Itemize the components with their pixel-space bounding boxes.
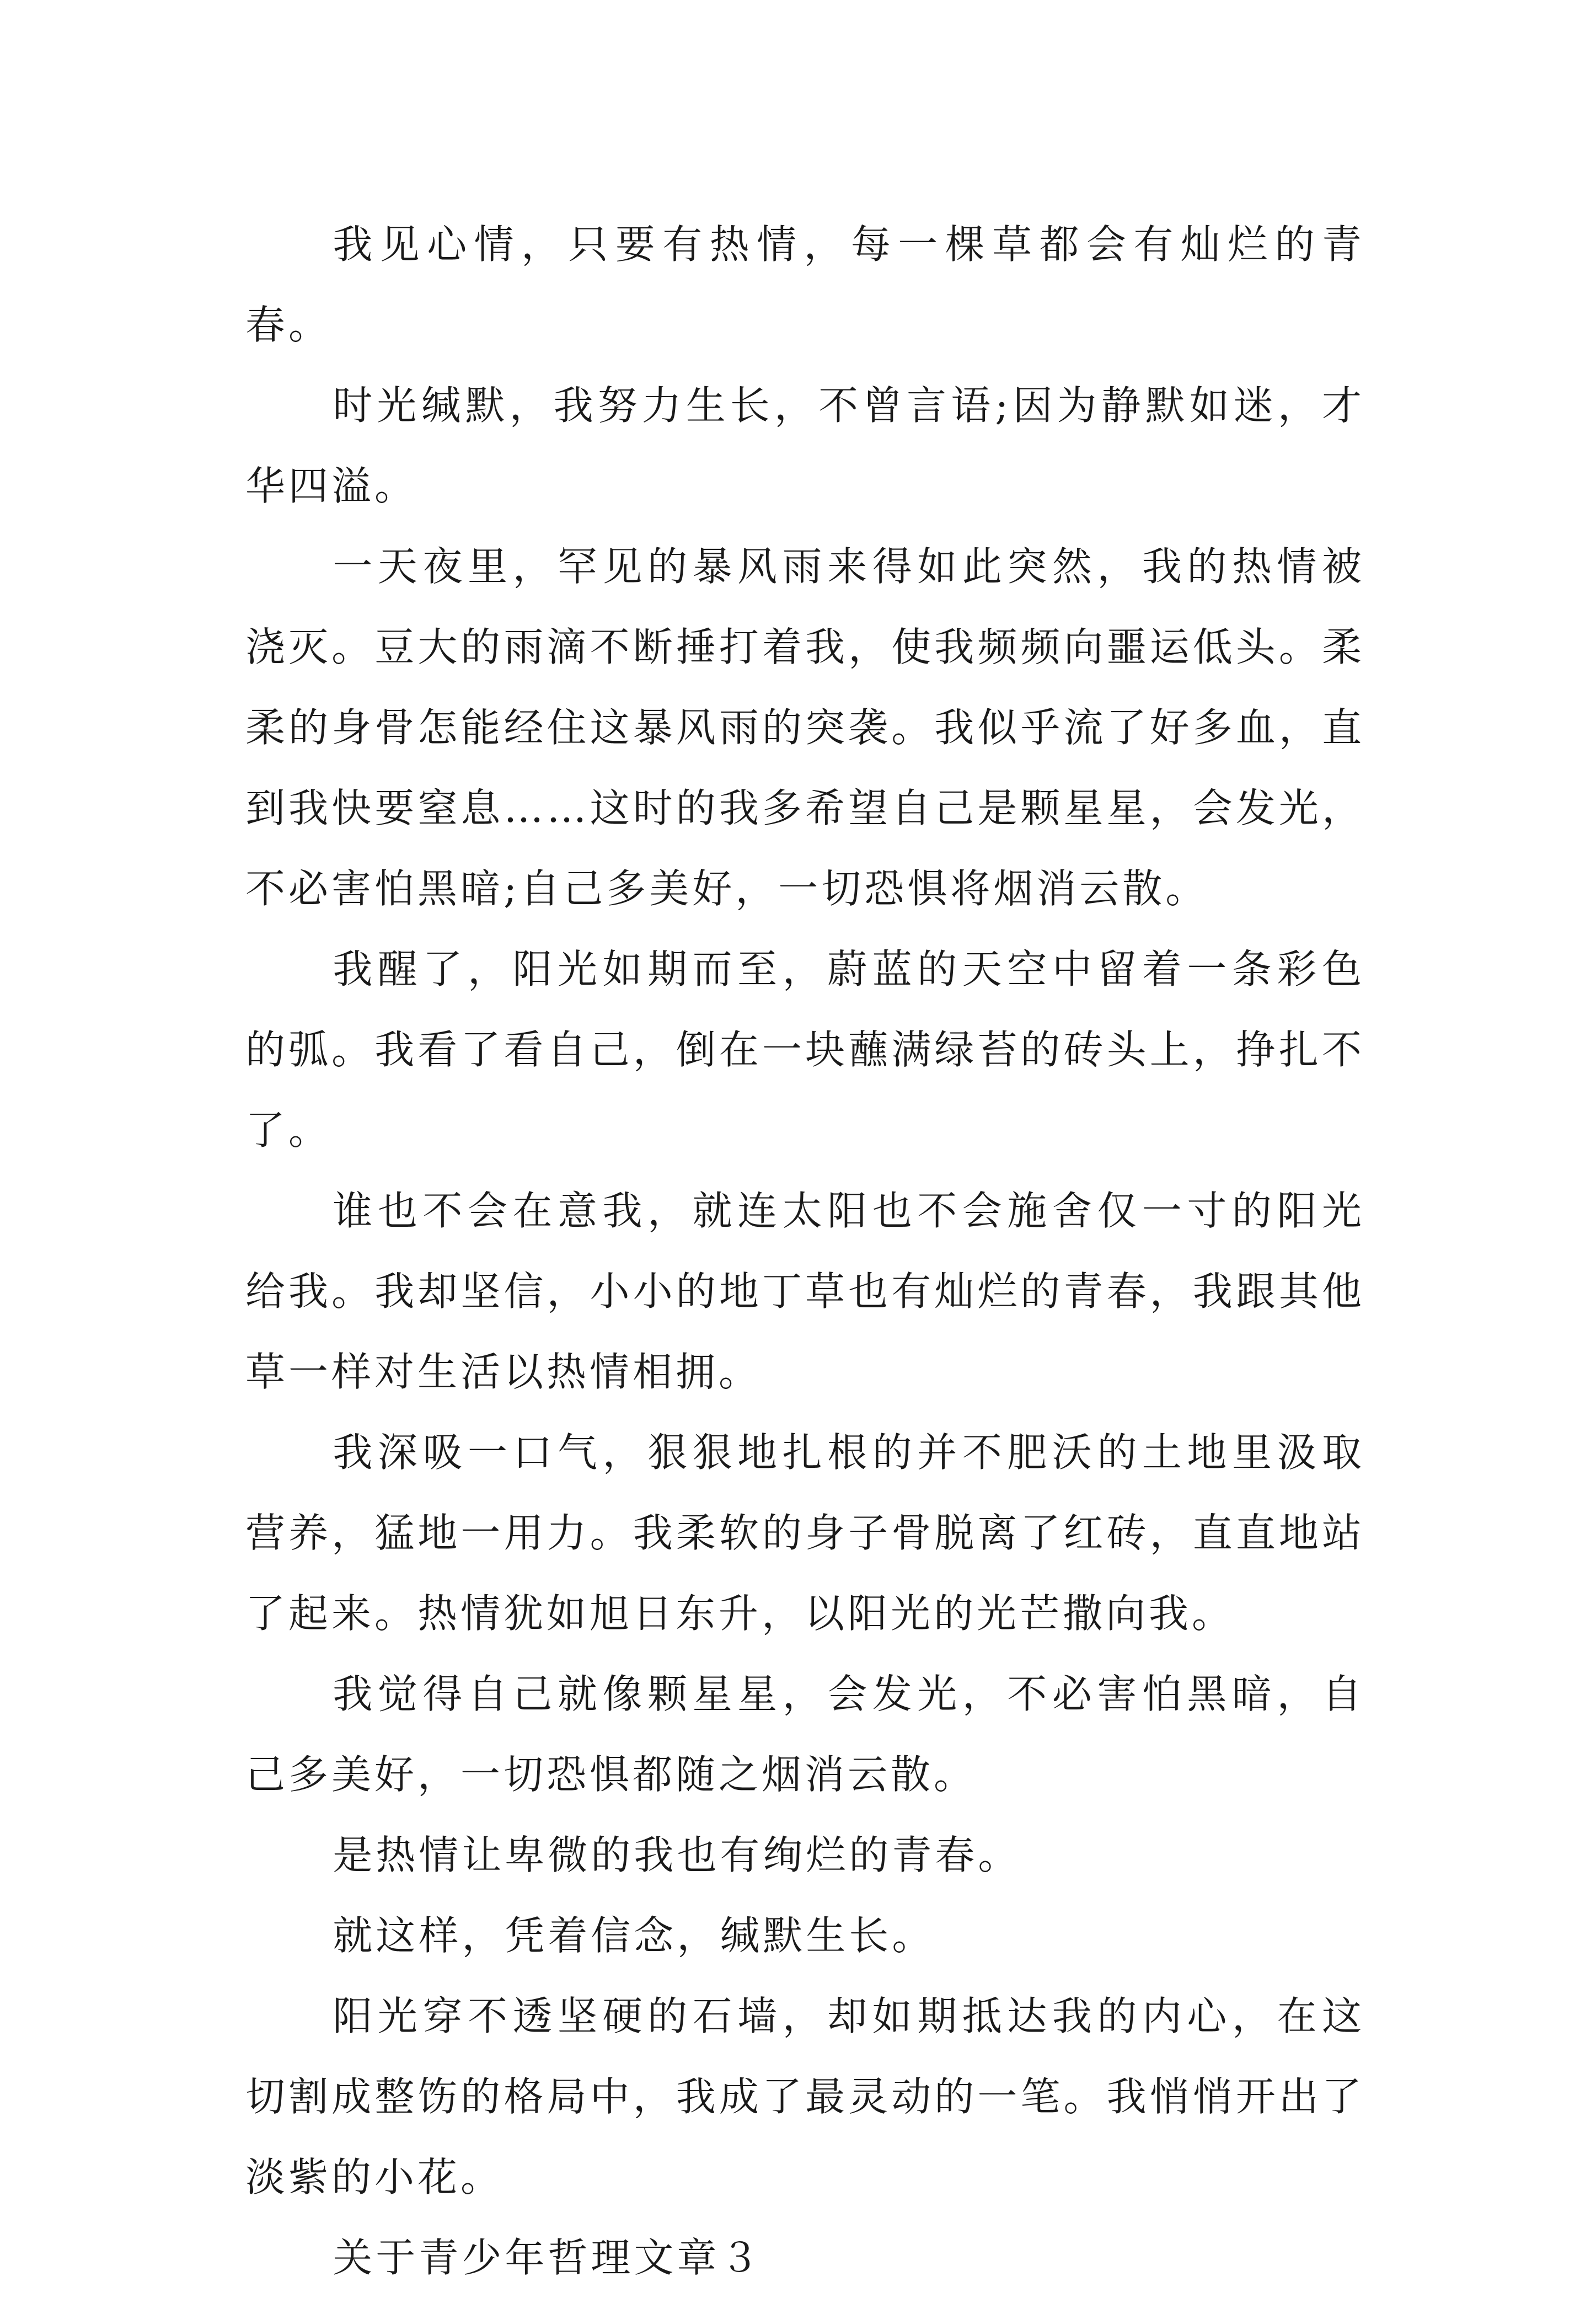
- section-heading: 关于青少年哲理文章３: [333, 2235, 763, 2281]
- paragraph: 阳光穿不透坚硬的石墙，却如期抵达我的内心，在这切割成整饬的格局中，我成了最灵动的一笔。我悄悄开出了淡紫的小花。: [245, 1993, 1365, 2200]
- article-body: [245, 204, 1365, 2298]
- paragraph: 谁也不会在意我，就连太阳也不会施舍仅一寸的阳光给我。我却坚信，小小的地丁草也有灿烂的青春，我跟其他草一样对生活以热情相拥。: [245, 1188, 1365, 1395]
- paragraph: 一天夜里，罕见的暴风雨来得如此突然，我的热情被浇灭。豆大的雨滴不断捶打着我，使我频频向噩运低头。柔柔的身骨怎能经住这暴风雨的突袭。我似乎流了好多血，直到我快要窒息……这时的我多希望自己是颗星星，会发光，不必害怕黑暗;自己多美好，一切恐惧将烟消云散。: [245, 543, 1365, 912]
- paragraph: 我深吸一口气，狠狠地扎根的并不肥沃的土地里汲取营养，猛地一用力。我柔软的身子骨脱离了红砖，直直地站了起来。热情犹如旭日东升，以阳光的光芒撒向我。: [245, 1429, 1365, 1637]
- paragraph: 就这样，凭着信念，缄默生长。: [333, 1912, 935, 1959]
- paragraph: 我醒了，阳光如期而至，蔚蓝的天空中留着一条彩色的弧。我看了看自己，倒在一块蘸满绿苔的砖头上，挣扎不了。: [245, 946, 1365, 1153]
- paragraph: 我觉得自己就像颗星星，会发光，不必害怕黑暗，自己多美好，一切恐惧都随之烟消云散。: [245, 1671, 1365, 1798]
- paragraph: 我见心情，只要有热情，每一棵草都会有灿烂的青春。: [245, 221, 1365, 348]
- paragraph: 是热情让卑微的我也有绚烂的青春。: [333, 1832, 1021, 1878]
- paragraph: 时光缄默，我努力生长，不曾言语;因为静默如迷，才华四溢。: [245, 382, 1365, 509]
